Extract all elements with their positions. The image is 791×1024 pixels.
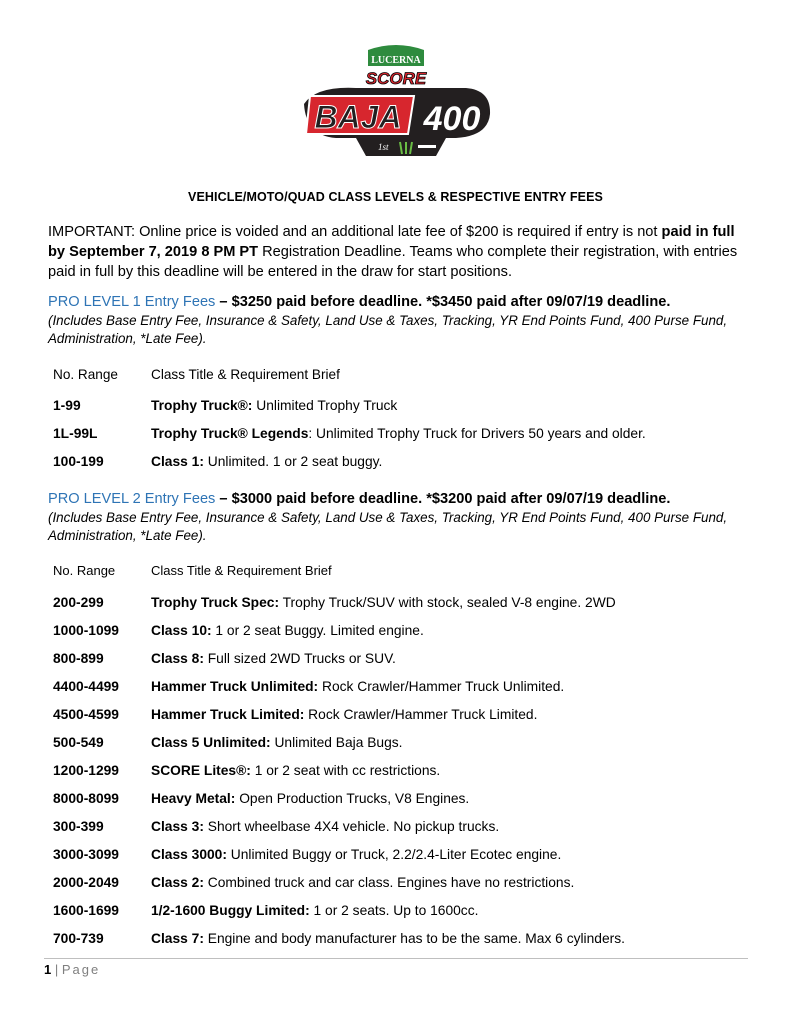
- page-word: Page: [61, 962, 101, 977]
- footer-divider: [44, 958, 748, 959]
- logo-event-text: BAJA: [314, 99, 402, 135]
- class-description: [151, 819, 499, 834]
- page-number: 1: [44, 962, 52, 977]
- page-footer: [44, 962, 100, 977]
- class-name: SCORE Lites®:: [151, 763, 251, 778]
- class-description: [151, 707, 537, 722]
- class-number-range: 1200-1299: [53, 763, 119, 778]
- pro-level-2-column-header: [53, 563, 332, 578]
- pro-level-2-heading: [48, 489, 768, 509]
- pro-level-1-fees: – $3250 paid before deadline. *$3450 paid after 09/07/19 deadline.: [215, 294, 671, 310]
- logo-sponsor-text: LUCERNA: [371, 55, 421, 66]
- class-row: [53, 623, 753, 651]
- document-title: VEHICLE/MOTO/QUAD CLASS LEVELS & RESPECTIVE ENTRY FEES: [188, 190, 603, 204]
- column-header-title: Class Title & Requirement Brief: [151, 367, 340, 382]
- class-requirement: Rock Crawler/Hammer Truck Limited.: [304, 707, 538, 722]
- class-row: [53, 679, 753, 707]
- class-description: [151, 735, 403, 750]
- class-name: Hammer Truck Unlimited:: [151, 679, 319, 694]
- class-row: [53, 595, 753, 623]
- class-number-range: 100-199: [53, 454, 104, 469]
- class-requirement: Unlimited Baja Bugs.: [270, 735, 403, 750]
- class-name: 1/2-1600 Buggy Limited:: [151, 903, 310, 918]
- class-description: [151, 875, 574, 890]
- notice-deadline: paid in full by September 7, 2019 8 PM PT: [48, 224, 735, 260]
- class-number-range: 1L-99L: [53, 426, 98, 441]
- logo-tagline-text: 1st: [378, 142, 389, 152]
- class-requirement: 1 or 2 seat Buggy. Limited engine.: [211, 623, 424, 638]
- class-requirement: Full sized 2WD Trucks or SUV.: [203, 651, 396, 666]
- class-requirement: Rock Crawler/Hammer Truck Unlimited.: [318, 679, 565, 694]
- class-description: [151, 651, 396, 666]
- class-number-range: 4400-4499: [53, 679, 119, 694]
- class-requirement: Trophy Truck/SUV with stock, sealed V-8 engine. 2WD: [279, 595, 616, 610]
- class-number-range: 300-399: [53, 819, 104, 834]
- class-number-range: 500-549: [53, 735, 104, 750]
- class-name: Heavy Metal:: [151, 791, 236, 806]
- class-description: [151, 623, 424, 638]
- class-row: [53, 875, 753, 903]
- class-description: [151, 426, 646, 441]
- class-requirement: Engine and body manufacturer has to be the same. Max 6 cylinders.: [203, 931, 625, 946]
- class-number-range: 1000-1099: [53, 623, 119, 638]
- pro-level-1-heading: [48, 292, 768, 312]
- class-requirement: Open Production Trucks, V8 Engines.: [235, 791, 470, 806]
- pro-level-2-note: (Includes Base Entry Fee, Insurance & Safety, Land Use & Taxes, Tracking, YR End Points Fund, 400 Purse Fund, Administration, *Late Fee).: [48, 510, 728, 543]
- class-row: [53, 454, 753, 482]
- class-row: [53, 707, 753, 735]
- class-number-range: 200-299: [53, 595, 104, 610]
- class-name: Class 7:: [151, 931, 204, 946]
- class-description: [151, 903, 478, 918]
- class-row: [53, 819, 753, 847]
- class-requirement: 1 or 2 seat with cc restrictions.: [250, 763, 441, 778]
- class-row: [53, 791, 753, 819]
- class-name: Class 10:: [151, 623, 212, 638]
- class-row: [53, 931, 753, 959]
- notice-text-1: IMPORTANT: Online price is voided and an additional late fee of $200 is required if entry is not: [48, 224, 662, 240]
- pro-level-2-class-list: [53, 595, 753, 959]
- class-description: [151, 679, 564, 694]
- pro-level-2-section: [48, 489, 768, 545]
- column-header-range: No. Range: [53, 563, 116, 578]
- class-row: [53, 398, 753, 426]
- pro-level-1-label: PRO LEVEL 1 Entry Fees: [48, 294, 216, 310]
- class-requirement: Combined truck and car class. Engines have no restrictions.: [203, 875, 575, 890]
- column-header-title: Class Title & Requirement Brief: [151, 563, 332, 578]
- class-name: Trophy Truck® Legends: [151, 426, 309, 441]
- class-name: Hammer Truck Limited:: [151, 707, 305, 722]
- class-row: [53, 651, 753, 679]
- score-baja-400-logo: [296, 44, 496, 162]
- class-requirement: : Unlimited Trophy Truck for Drivers 50 years and older.: [308, 426, 646, 441]
- class-name: Trophy Truck®:: [151, 398, 253, 413]
- class-name: Trophy Truck Spec:: [151, 595, 280, 610]
- class-number-range: 8000-8099: [53, 791, 119, 806]
- class-description: [151, 931, 625, 946]
- pro-level-1-note: (Includes Base Entry Fee, Insurance & Safety, Land Use & Taxes, Tracking, YR End Points Fund, 400 Purse Fund, Administration, *Late Fee).: [48, 313, 728, 346]
- class-number-range: 4500-4599: [53, 707, 119, 722]
- class-number-range: 800-899: [53, 651, 104, 666]
- class-name: Class 5 Unlimited:: [151, 735, 271, 750]
- class-row: [53, 763, 753, 791]
- class-row: [53, 847, 753, 875]
- notice-text-2: Registration Deadline. Teams who complete their registration, with entries paid in full by this deadline will be entered in the draw for start positions.: [48, 244, 738, 280]
- class-requirement: Unlimited Trophy Truck: [252, 398, 398, 413]
- important-notice: [48, 222, 748, 282]
- class-requirement: Short wheelbase 4X4 vehicle. No pickup trucks.: [203, 819, 500, 834]
- class-description: [151, 763, 440, 778]
- class-requirement: Unlimited Buggy or Truck, 2.2/2.4-Liter Ecotec engine.: [226, 847, 562, 862]
- class-number-range: 1600-1699: [53, 903, 119, 918]
- class-description: [151, 454, 382, 469]
- class-number-range: 1-99: [53, 398, 81, 413]
- logo-brand-text: SCORE: [365, 69, 427, 88]
- class-requirement: 1 or 2 seats. Up to 1600cc.: [309, 903, 479, 918]
- class-number-range: 3000-3099: [53, 847, 119, 862]
- column-header-range: No. Range: [53, 367, 118, 382]
- class-name: Class 2:: [151, 875, 204, 890]
- logo-number-text: 400: [423, 100, 481, 138]
- class-description: [151, 595, 616, 610]
- class-number-range: 2000-2049: [53, 875, 119, 890]
- pro-level-1-section: [48, 292, 768, 348]
- class-name: Class 3:: [151, 819, 204, 834]
- class-number-range: 700-739: [53, 931, 104, 946]
- pro-level-2-fees: – $3000 paid before deadline. *$3200 paid after 09/07/19 deadline.: [215, 491, 671, 507]
- footer-separator: |: [54, 962, 59, 977]
- class-description: [151, 398, 397, 413]
- pro-level-1-class-list: [53, 398, 753, 482]
- class-row: [53, 903, 753, 931]
- class-name: Class 3000:: [151, 847, 227, 862]
- pro-level-2-label: PRO LEVEL 2 Entry Fees: [48, 491, 216, 507]
- pro-level-1-column-header: [53, 367, 340, 382]
- class-requirement: Unlimited. 1 or 2 seat buggy.: [203, 454, 383, 469]
- class-name: Class 1:: [151, 454, 204, 469]
- class-description: [151, 791, 469, 806]
- class-row: [53, 735, 753, 763]
- class-name: Class 8:: [151, 651, 204, 666]
- class-description: [151, 847, 561, 862]
- class-row: [53, 426, 753, 454]
